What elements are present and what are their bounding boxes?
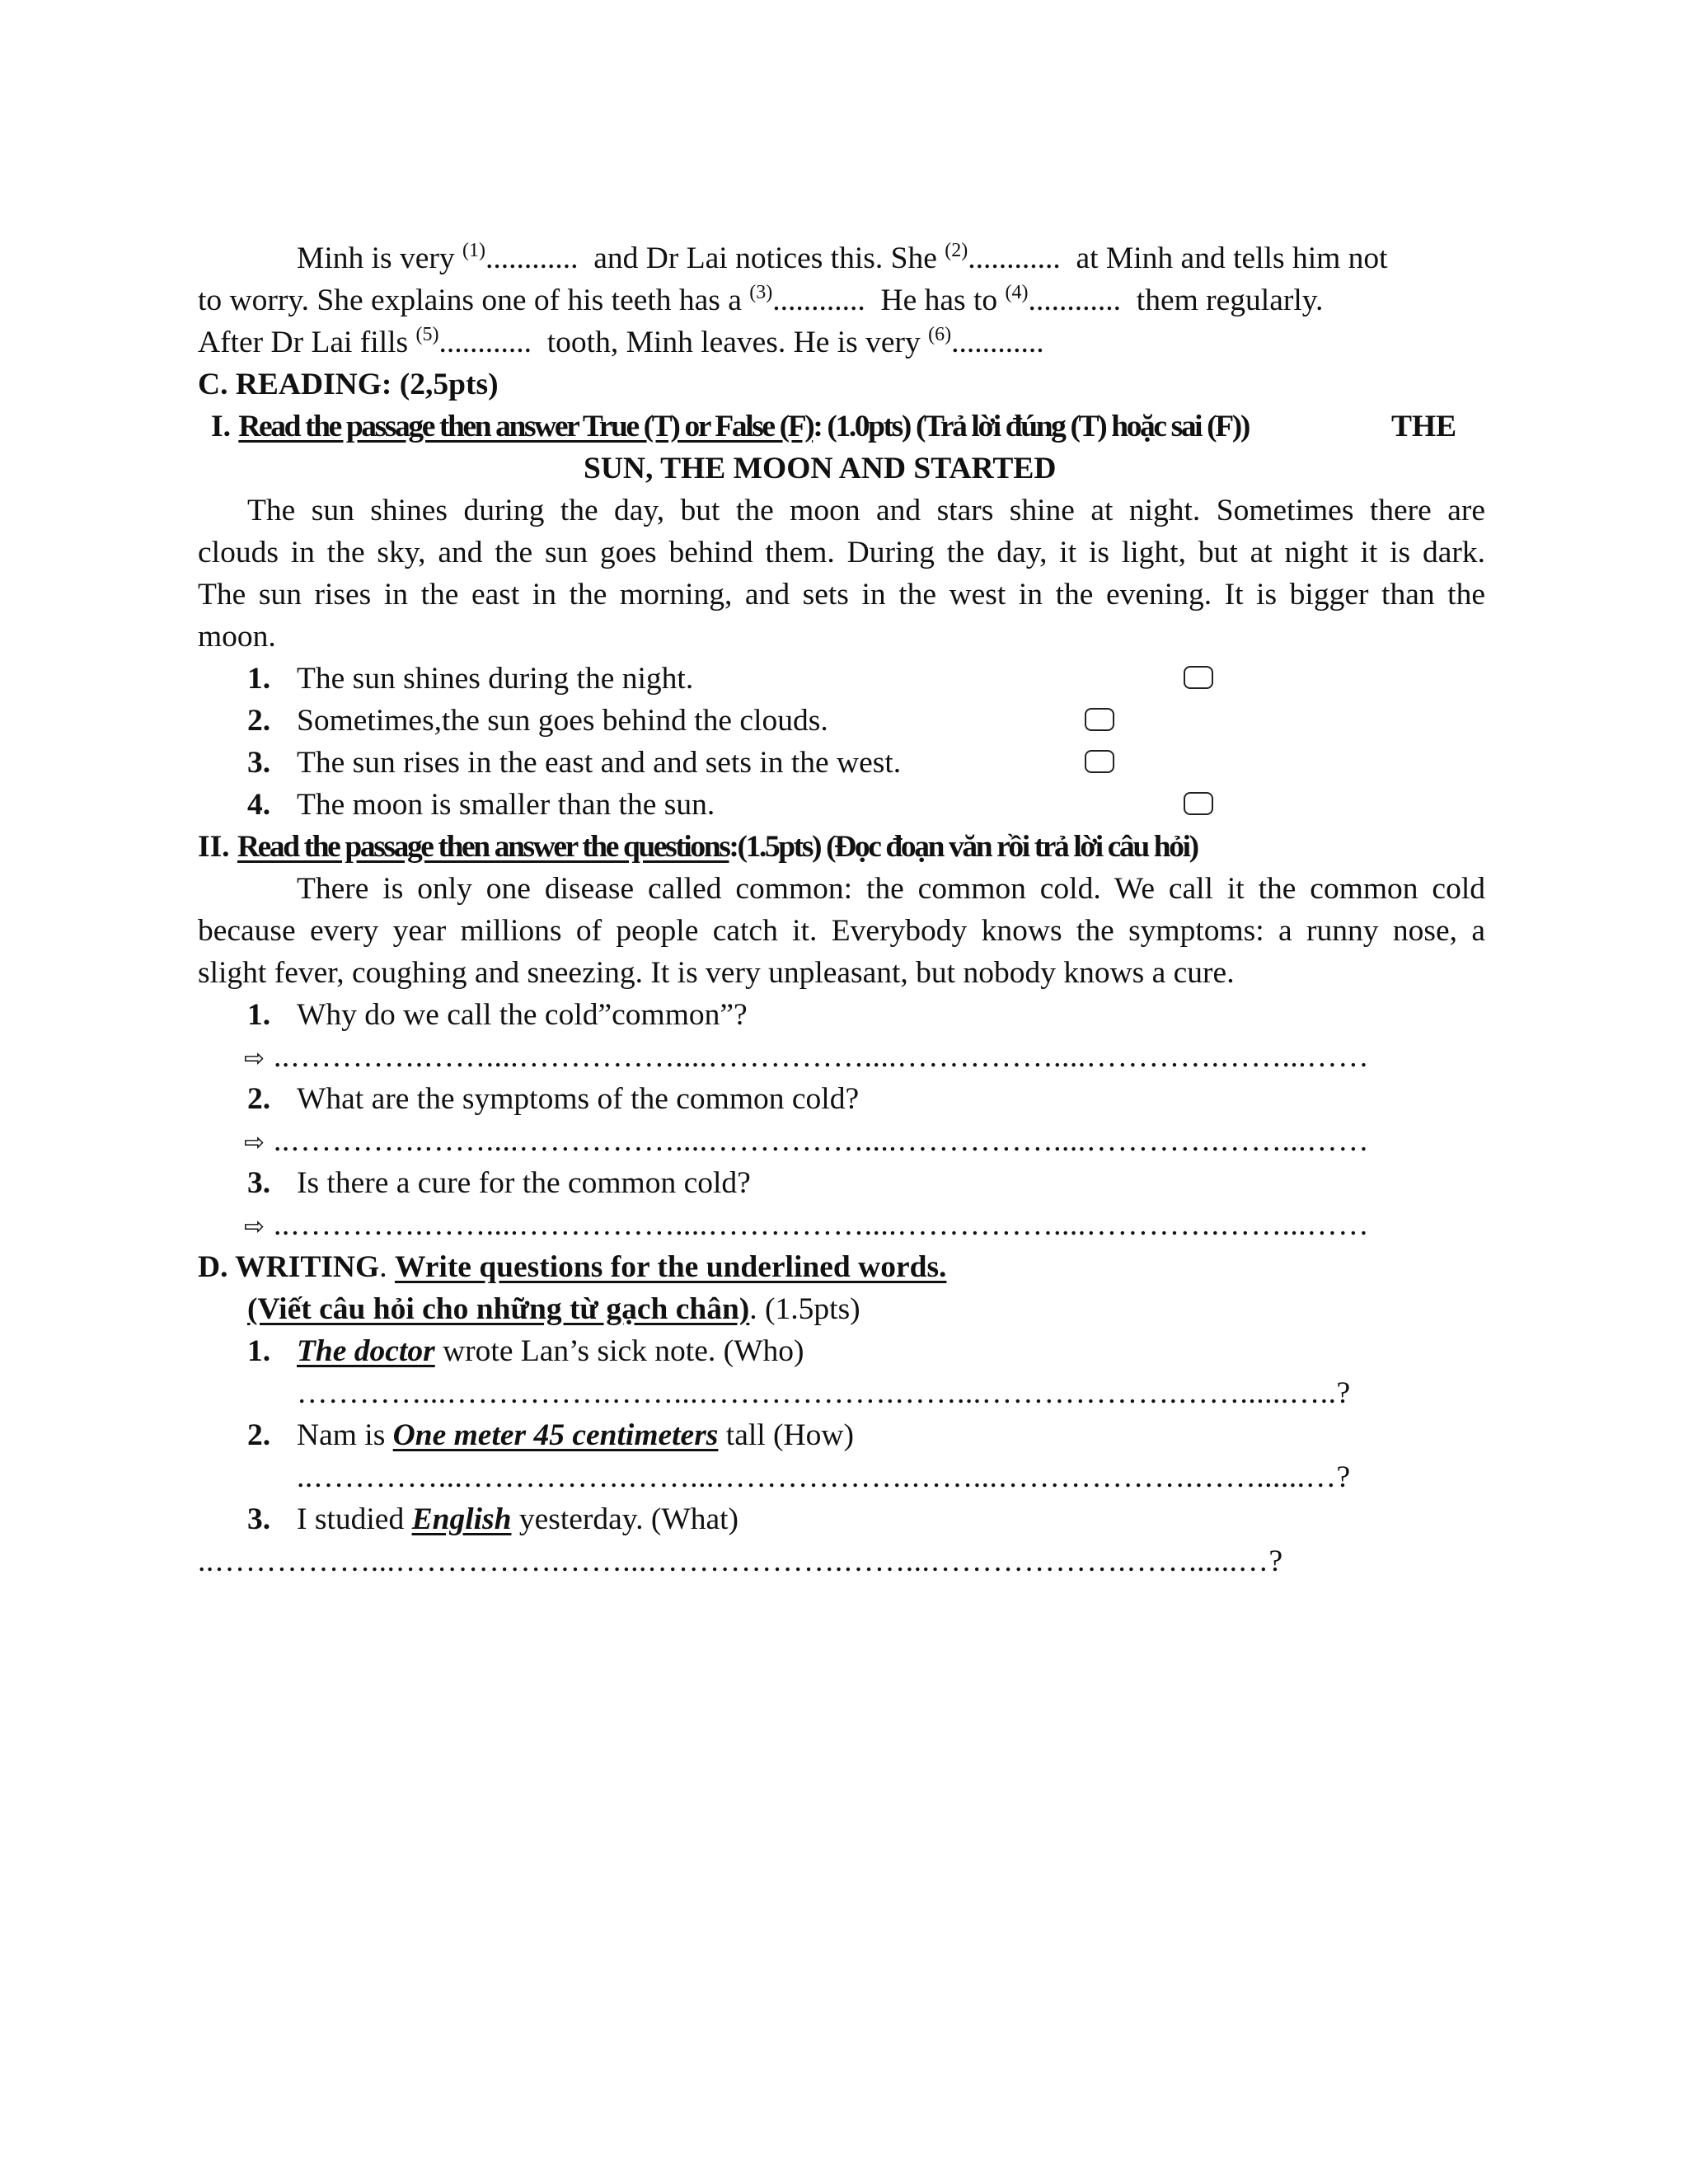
blank-5[interactable]: ............ [438, 326, 532, 359]
instruction-text: Write questions for the underlined words. [394, 1250, 947, 1284]
passage-line: The sun shines during the day, but the moon and stars shine at night. Sometimes there are [247, 494, 1485, 527]
answer-line-1[interactable] [198, 1036, 1485, 1078]
underlined-words: One meter 45 centimeters [392, 1418, 719, 1452]
instruction-text: Read the passage then answer the questions [237, 830, 729, 864]
statement-text: The sun rises in the east and and sets in the west. [297, 746, 902, 780]
writing-heading [198, 1246, 1485, 1288]
answer-dots: ..……………...…………….……...……………….……...……………….……......…? [198, 1544, 1283, 1578]
text: and Dr Lai notices this. She [578, 241, 945, 275]
question-text: What are the symptoms of the common cold? [297, 1082, 860, 1116]
reading-part2-instruction [198, 826, 1485, 868]
answer-dots: ..………….……....……………....……………....……………....………….……...…… [274, 1040, 1370, 1074]
blank-4[interactable]: ............ [1028, 284, 1122, 317]
question-text: Why do we call the cold”common”? [297, 998, 748, 1032]
item-number: 3. [247, 1166, 271, 1200]
answer-dots: ..…………...…………….……...……………….……...……………….……......…? [297, 1460, 1351, 1494]
writing-answer-1[interactable] [198, 1372, 1485, 1414]
passage-line: There is only one disease called common: the common cold. We call it the common cold [297, 872, 1485, 906]
points-text: . (1.5pts) [749, 1292, 860, 1326]
sentence-text: wrote Lan’s sick note. (Who) [434, 1334, 804, 1368]
gapfill-line-1 [198, 237, 1485, 279]
sentence-text: yesterday. (What) [511, 1502, 739, 1536]
writing-answer-3[interactable] [198, 1540, 1485, 1582]
gapfill-line-3 [198, 321, 1485, 363]
blank-number: (1) [462, 240, 486, 261]
item-number: 1. [247, 1334, 271, 1368]
blank-number: (4) [1005, 282, 1029, 303]
question-2 [198, 1078, 1485, 1120]
blank-number: (2) [945, 240, 968, 261]
writing-instruction-vi [198, 1288, 1485, 1330]
tf-statement-1 [198, 658, 1485, 700]
blank-3[interactable]: ............ [772, 284, 865, 317]
writing-answer-2[interactable] [198, 1456, 1485, 1498]
answer-dots: …………...…………….……...……………….……...……………….……......…..? [297, 1376, 1351, 1410]
blank-number: (6) [928, 324, 952, 345]
blank-6[interactable]: ............ [951, 326, 1044, 359]
blank-1[interactable]: ............ [485, 241, 579, 275]
answer-line-3[interactable] [198, 1204, 1485, 1246]
text: tooth, Minh leaves. He is very [531, 326, 929, 359]
tf-answer-box[interactable] [1085, 708, 1114, 731]
item-number: 4. [247, 788, 271, 822]
answer-line-2[interactable] [198, 1120, 1485, 1162]
answer-dots: ..………….……....……………....……………....……………....………….……...…… [274, 1208, 1370, 1242]
instruction-text: Read the passage then answer True (T) or False (F) [238, 410, 814, 443]
section-heading: D. WRITING [198, 1250, 380, 1284]
passage-title-part: THE [1391, 410, 1457, 443]
tf-statement-4 [198, 784, 1485, 826]
text: He has to [865, 284, 1006, 317]
blank-number: (5) [415, 324, 439, 345]
tf-answer-box[interactable] [1184, 792, 1213, 815]
instruction-text-vi: (Viết câu hỏi cho những từ gạch chân) [247, 1292, 750, 1326]
text: at Minh and tells him not [1060, 241, 1388, 275]
gapfill-line-2 [198, 279, 1485, 321]
sentence-text: I studied [297, 1502, 412, 1536]
statement-text: The sun shines during the night. [297, 662, 694, 696]
blank-2[interactable]: ............ [968, 241, 1061, 275]
passage-line: clouds in the sky, and the sun goes behind them. During the day, it is light, but at night it is dark. [198, 536, 1485, 569]
item-number: 3. [247, 746, 271, 780]
worksheet-page [198, 237, 1485, 1582]
item-number: 1. [247, 998, 271, 1032]
underlined-words: The doctor [297, 1334, 435, 1368]
passage-line: moon. [198, 620, 276, 654]
statement-text: Sometimes,the sun goes behind the clouds. [297, 704, 828, 738]
tf-answer-box[interactable] [1085, 750, 1114, 773]
item-number: 2. [247, 1418, 271, 1452]
reading-heading: C. READING: (2,5pts) [198, 368, 499, 401]
punctuation: . [379, 1250, 395, 1284]
question-3 [198, 1162, 1485, 1204]
item-number: 1. [247, 662, 271, 696]
roman-numeral: I. [211, 410, 239, 443]
arrow-right-icon: ⇨ [244, 1128, 265, 1157]
reading-part1-instruction [198, 405, 1485, 448]
text: After Dr Lai fills [198, 326, 416, 359]
sentence-text: tall (How) [718, 1418, 854, 1452]
blank-number: (3) [749, 282, 773, 303]
item-number: 2. [247, 1082, 271, 1116]
question-text: Is there a cure for the common cold? [297, 1166, 751, 1200]
tf-statement-2 [198, 700, 1485, 742]
sentence-text: Nam is [297, 1418, 393, 1452]
passage-line: because every year millions of people catch it. Everybody knows the symptoms: a runny nose, a [198, 914, 1485, 948]
arrow-right-icon: ⇨ [244, 1212, 265, 1241]
underlined-words: English [411, 1502, 512, 1536]
text: Minh is very [297, 241, 463, 275]
item-number: 2. [247, 704, 271, 738]
passage-line: The sun rises in the east in the morning, and sets in the west in the evening. It is bigger than the [198, 578, 1485, 612]
points-text: : (1.0pts) (Trả lời đúng (T) hoặc sai (F)) [813, 410, 1249, 443]
question-1 [198, 994, 1485, 1036]
arrow-right-icon: ⇨ [244, 1044, 265, 1073]
passage-line: slight fever, coughing and sneezing. It is very unpleasant, but nobody knows a cure. [198, 956, 1235, 990]
points-text: :(1.5pts) (Đọc đoạn văn rồi trả lời câu hỏi) [729, 830, 1198, 864]
passage-title: SUN, THE MOON AND STARTED [584, 452, 1057, 485]
tf-answer-box[interactable] [1184, 666, 1213, 689]
text: to worry. She explains one of his teeth has a [198, 284, 750, 317]
writing-item-2 [198, 1414, 1485, 1456]
answer-dots: ..………….……....……………....……………....……………....………….……...…… [274, 1124, 1370, 1158]
roman-numeral: II. [198, 830, 237, 864]
writing-item-1 [198, 1330, 1485, 1372]
writing-item-3 [198, 1498, 1485, 1540]
tf-statement-3 [198, 742, 1485, 784]
text: them regularly. [1121, 284, 1324, 317]
statement-text: The moon is smaller than the sun. [297, 788, 715, 822]
item-number: 3. [247, 1502, 271, 1536]
